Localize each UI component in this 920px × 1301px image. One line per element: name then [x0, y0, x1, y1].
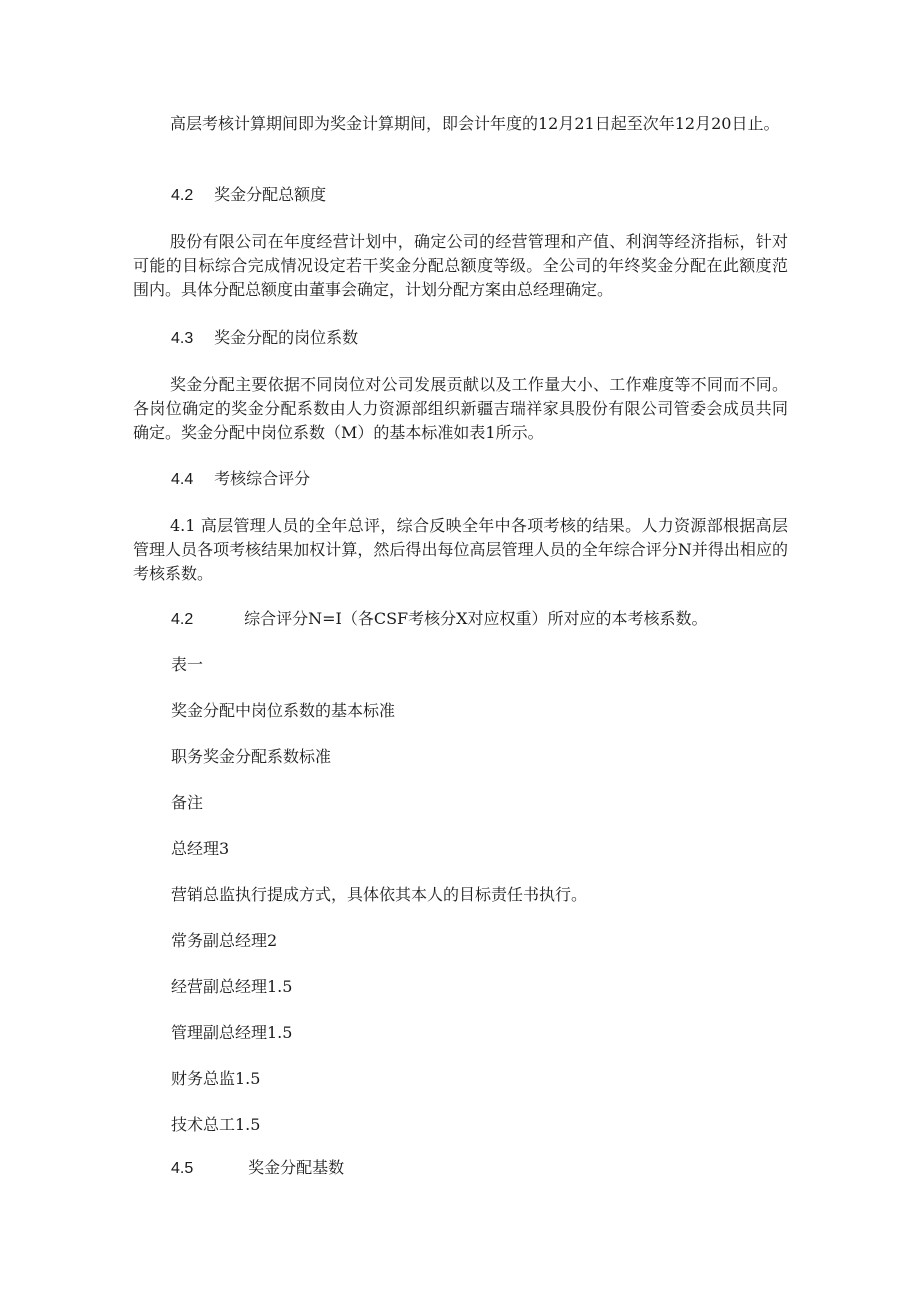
paragraph-position-coefficient: 奖金分配主要依据不同岗位对公司发展贡献以及工作量大小、工作难度等不同而不同。各岗位确定的奖金分配系数由人力资源部组织新疆吉瑞祥家具股份有限公司管委会成员共同确定。奖金分配中岗位系数（M）的基本标准如表1所示。 — [133, 375, 788, 442]
heading-4-2-composite-score — [171, 608, 708, 631]
table-row: 总经理3 — [171, 839, 230, 858]
table-row: 管理副总经理1.5 — [171, 1023, 293, 1042]
table-title: 奖金分配中岗位系数的基本标准 — [171, 701, 396, 720]
heading-number: 4.2 — [171, 611, 194, 628]
table-row: 营销总监执行提成方式，具体依其本人的目标责任书执行。 — [171, 885, 588, 904]
heading-4-5-bonus-base — [171, 1157, 344, 1180]
heading-number: 4.3 — [171, 330, 194, 347]
heading-4-2-total-amount — [171, 184, 326, 207]
heading-number: 4.2 — [171, 187, 194, 204]
paragraph-total-amount: 股份有限公司在年度经营计划中，确定公司的经营管理和产值、利润等经济指标，针对可能的目标综合完成情况设定若干奖金分配总额度等级。全公司的年终奖金分配在此额度范围内。具体分配总额度由董事会确定，计划分配方案由总经理确定。 — [133, 232, 788, 299]
heading-4-3-position-coefficient — [171, 327, 358, 350]
heading-4-4-evaluation — [171, 468, 310, 491]
heading-title: 奖金分配总额度 — [214, 185, 327, 204]
table-label: 表一 — [171, 655, 204, 674]
paragraph-calculation-period: 高层考核计算期间即为奖金计算期间，即会计年度的12月21日起至次年12月20日止。 — [170, 114, 780, 133]
heading-number: 4.4 — [171, 471, 194, 488]
heading-title: 综合评分N=I（各CSF考核分X对应权重）所对应的本考核系数。 — [244, 609, 708, 628]
table-column-header: 职务奖金分配系数标准 — [171, 747, 332, 766]
heading-title: 奖金分配的岗位系数 — [214, 328, 359, 347]
heading-title: 考核综合评分 — [214, 469, 311, 488]
table-row: 经营副总经理1.5 — [171, 977, 293, 996]
heading-title: 奖金分配基数 — [248, 1158, 345, 1177]
paragraph-evaluation: 4.1 高层管理人员的全年总评，综合反映全年中各项考核的结果。人力资源部根据高层管理人员各项考核结果加权计算，然后得出每位高层管理人员的全年综合评分N并得出相应的考核系数。 — [133, 516, 788, 583]
table-column-remark: 备注 — [171, 793, 204, 812]
table-row: 财务总监1.5 — [171, 1069, 261, 1088]
table-row: 常务副总经理2 — [171, 931, 278, 950]
heading-number: 4.5 — [171, 1160, 194, 1177]
table-row: 技术总工1.5 — [171, 1115, 261, 1134]
